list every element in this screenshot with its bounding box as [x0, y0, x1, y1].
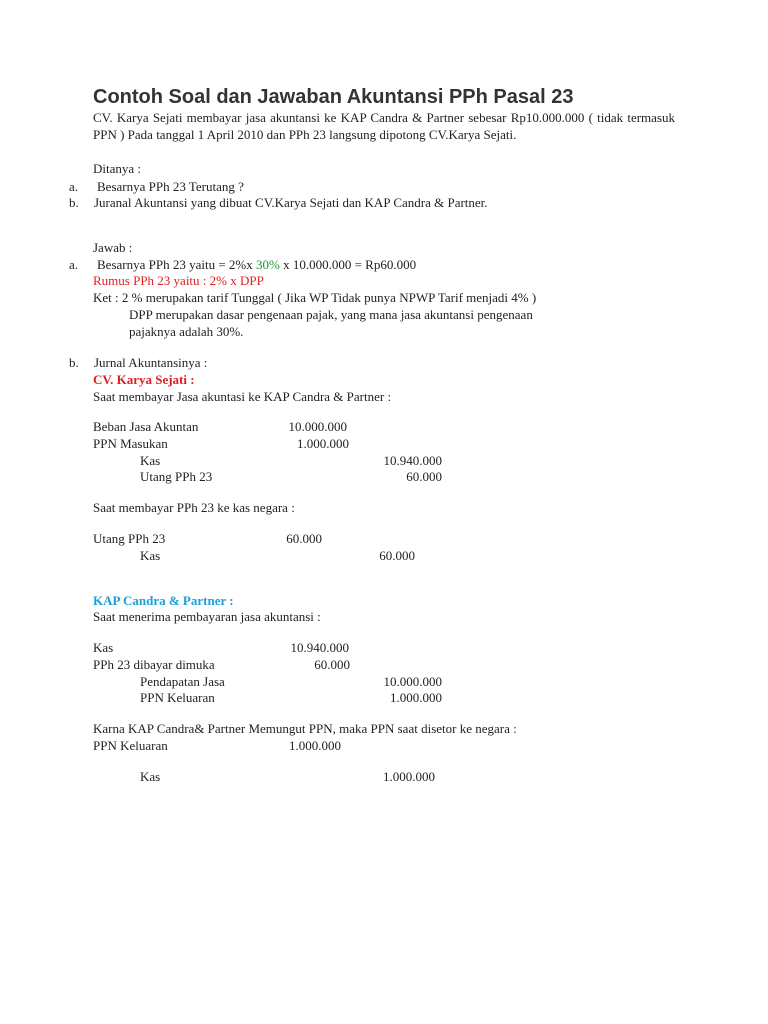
- cv-desc-2: Saat membayar PPh 23 ke kas negara :: [93, 500, 295, 515]
- cv-j1-debit-2: 1.000.000: [297, 436, 349, 451]
- kap-j1-debit-2: 60.000: [314, 657, 350, 672]
- ket-line: Ket : 2 % merupakan tarif Tunggal ( Jika WP Tidak punya NPWP Tarif menjadi 4% ): [93, 290, 537, 305]
- cv-j1-debit-1: 10.000.000: [288, 419, 347, 434]
- ditanya-label: Ditanya :: [93, 161, 142, 176]
- kap-j2-label-1: PPN Keluaran: [93, 738, 168, 753]
- jawab-a-marker: a.: [69, 257, 79, 272]
- kap-j1-credit-4: 1.000.000: [390, 690, 442, 705]
- ditanya-b-marker: b.: [69, 195, 79, 210]
- kap-j1-label-1: Kas: [93, 640, 114, 655]
- kap-j2-debit-1: 1.000.000: [289, 738, 341, 753]
- cv-j2-label-1: Utang PPh 23: [93, 531, 166, 546]
- kap-j1-label-2: PPh 23 dibayar dimuka: [93, 657, 215, 672]
- cv-j2-debit-1: 60.000: [286, 531, 322, 546]
- jawab-a-text-2: x 10.000.000 = Rp60.000: [279, 257, 417, 272]
- cv-heading: CV. Karya Sejati :: [93, 372, 195, 387]
- kap-j1-credit-3: 10.000.000: [383, 674, 442, 689]
- dpp-line-1: DPP merupakan dasar pengenaan pajak, yang mana jasa akuntansi pengenaan: [129, 307, 533, 322]
- jawab-b-text: Jurnal Akuntansinya :: [94, 355, 208, 370]
- rumus-line: Rumus PPh 23 yaitu : 2% x DPP: [93, 273, 264, 288]
- cv-j1-credit-3: 10.940.000: [383, 453, 442, 468]
- jawab-label: Jawab :: [93, 240, 133, 255]
- kap-heading: KAP Candra & Partner :: [93, 593, 234, 608]
- jawab-a-line: [97, 257, 416, 273]
- cv-j1-label-1: Beban Jasa Akuntan: [93, 419, 199, 434]
- ditanya-a-marker: a.: [69, 179, 79, 194]
- kap-desc-2: Karna KAP Candra& Partner Memungut PPN, maka PPN saat disetor ke negara :: [93, 721, 517, 736]
- kap-j2-credit-2: 1.000.000: [383, 769, 435, 784]
- cv-j1-credit-4: 60.000: [406, 469, 442, 484]
- cv-j1-label-4: Utang PPh 23: [140, 469, 213, 484]
- ditanya-b-text: Juranal Akuntansi yang dibuat CV.Karya Sejati dan KAP Candra & Partner.: [94, 195, 488, 210]
- kap-j2-label-2: Kas: [140, 769, 161, 784]
- ditanya-a-text: Besarnya PPh 23 Terutang ?: [97, 179, 244, 194]
- jawab-a-percent: 30%: [255, 257, 280, 272]
- intro-paragraph: CV. Karya Sejati membayar jasa akuntansi ke KAP Candra & Partner sebesar Rp10.000.000 ( tidak termasuk PPN ) Pada tanggal 1 April 2010 dan PPh 23 langsung dipotong CV.Karya Sejati.: [93, 110, 675, 142]
- kap-j1-label-3: Pendapatan Jasa: [140, 674, 225, 689]
- page-title: Contoh Soal dan Jawaban Akuntansi PPh Pasal 23: [93, 86, 574, 108]
- cv-j1-label-2: PPN Masukan: [93, 436, 168, 451]
- kap-j1-debit-1: 10.940.000: [290, 640, 349, 655]
- cv-desc-1: Saat membayar Jasa akuntasi ke KAP Candra & Partner :: [93, 389, 392, 404]
- cv-j2-label-2: Kas: [140, 548, 161, 563]
- kap-j1-label-4: PPN Keluaran: [140, 690, 215, 705]
- kap-desc-1: Saat menerima pembayaran jasa akuntansi :: [93, 609, 321, 624]
- dpp-line-2: pajaknya adalah 30%.: [129, 324, 244, 339]
- cv-j1-label-3: Kas: [140, 453, 161, 468]
- jawab-b-marker: b.: [69, 355, 79, 370]
- jawab-a-text-1: Besarnya PPh 23 yaitu = 2%x: [97, 257, 256, 272]
- cv-j2-credit-2: 60.000: [379, 548, 415, 563]
